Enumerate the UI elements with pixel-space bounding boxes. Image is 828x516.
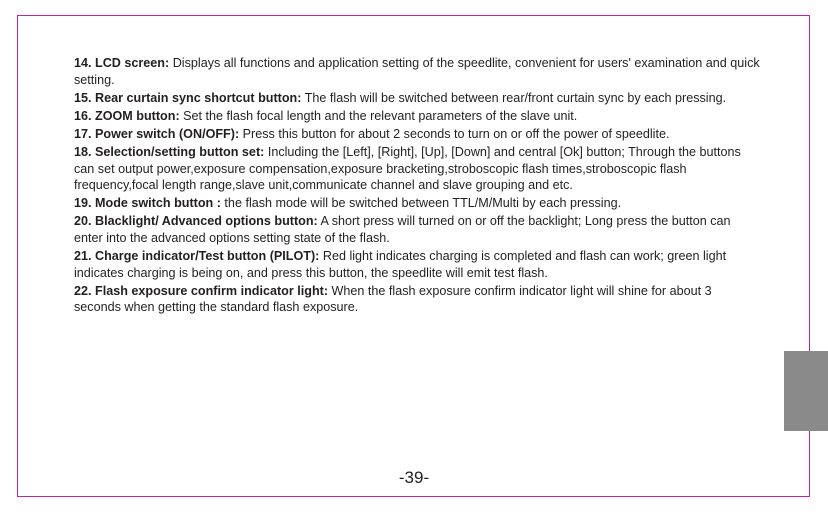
item-title: 21. Charge indicator/Test button (PILOT):: [74, 249, 320, 264]
item-title: 17. Power switch (ON/OFF):: [74, 126, 240, 141]
item-text: Set the flash focal length and the relevant parameters of the slave unit.: [179, 108, 578, 123]
item-22: [74, 283, 760, 316]
item-14: [74, 55, 760, 88]
item-text: the flash mode will be switched between TTL/M/Multi by each pressing.: [220, 196, 622, 211]
section-side-tab: [784, 351, 828, 431]
page-number: -39-: [398, 468, 430, 487]
item-title: 15. Rear curtain sync shortcut button:: [74, 90, 302, 105]
item-text: Including the [Left], [Right], [Up], [Down] and central [Ok] button; Through the buttons can set output power,exposure compensation,exposure bracketing,stroboscopic flash times,stroboscopic flash frequency,focal length range,slave unit,communicate channel and slave grouping and etc.: [74, 144, 741, 193]
item-title: 16. ZOOM button:: [74, 108, 180, 123]
item-20: [74, 213, 760, 246]
item-21: [74, 248, 760, 281]
item-15: [74, 90, 760, 107]
item-text: The flash will be switched between rear/front curtain sync by each pressing.: [301, 90, 727, 105]
manual-content: [74, 55, 760, 317]
item-text: Displays all functions and application setting of the speedlite, convenient for users' examination and quick setting.: [74, 56, 760, 87]
item-text: Red light indicates charging is completed and flash can work; green light indicates charging is being on, and press this button, the speedlite will emit test flash.: [74, 249, 727, 280]
item-text: A short press will turned on or off the backlight; Long press the button can enter into the advanced options setting state of the flash.: [74, 214, 731, 245]
item-text: When the flash exposure confirm indicator light will shine for about 3 seconds when getting the standard flash exposure.: [74, 283, 712, 315]
item-title: 22. Flash exposure confirm indicator light:: [74, 283, 329, 298]
item-title: 14. LCD screen:: [74, 56, 170, 70]
item-18: [74, 144, 760, 194]
item-title: 20. Blacklight/ Advanced options button:: [74, 214, 318, 229]
item-16: [74, 108, 760, 125]
item-text: Press this button for about 2 seconds to turn on or off the power of speedlite.: [239, 126, 670, 141]
item-17: [74, 126, 760, 143]
item-title: 19. Mode switch button :: [74, 196, 221, 211]
item-19: [74, 195, 760, 212]
item-title: 18. Selection/setting button set:: [74, 144, 265, 159]
